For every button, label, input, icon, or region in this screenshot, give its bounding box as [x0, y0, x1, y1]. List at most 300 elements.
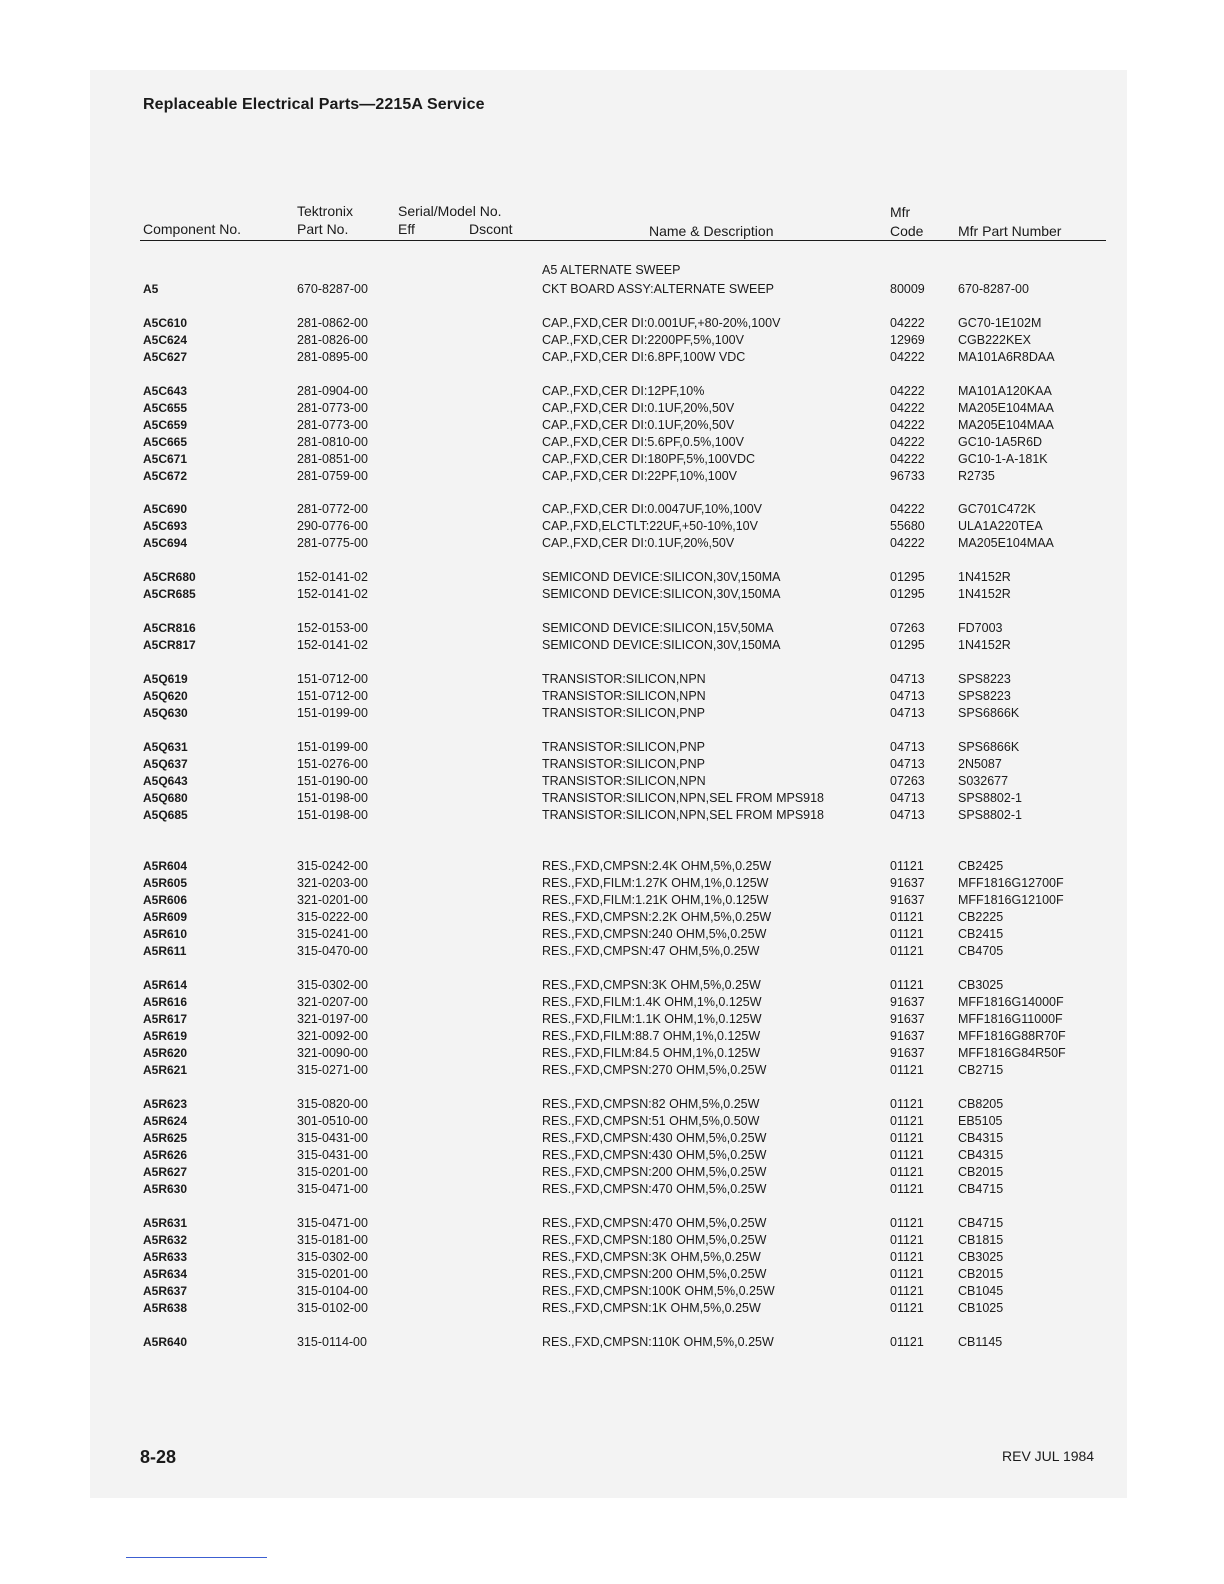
table-row	[0, 434, 1224, 451]
mfr-part-number-cell: CB4715	[958, 1216, 1004, 1230]
part-no-cell: 321-0203-00	[297, 876, 368, 890]
component-no-cell: A5C655	[143, 401, 188, 415]
part-no-cell: 315-0471-00	[297, 1182, 368, 1196]
mfr-code-cell: 04713	[890, 689, 925, 703]
mfr-code-cell: 04713	[890, 740, 925, 754]
part-no-cell: 281-0772-00	[297, 502, 368, 516]
component-no-cell: A5R616	[143, 995, 188, 1009]
component-no-cell: A5R634	[143, 1267, 188, 1281]
part-no-cell: 315-0242-00	[297, 859, 368, 873]
component-no-cell: A5R605	[143, 876, 188, 890]
mfr-code-cell: 01295	[890, 587, 925, 601]
part-no-cell: 152-0141-02	[297, 587, 368, 601]
mfr-part-number-cell: CB2015	[958, 1165, 1004, 1179]
mfr-code-cell: 01295	[890, 570, 925, 584]
table-row	[0, 926, 1224, 943]
mfr-part-number-cell: SPS6866K	[958, 740, 1020, 754]
mfr-part-number-cell: SPS6866K	[958, 706, 1020, 720]
table-row	[0, 807, 1224, 824]
description-cell: CKT BOARD ASSY:ALTERNATE SWEEP	[542, 282, 775, 296]
mfr-part-number-cell: CB1025	[958, 1301, 1004, 1315]
mfr-code-cell: 04713	[890, 706, 925, 720]
table-row	[0, 790, 1224, 807]
table-row	[0, 671, 1224, 688]
component-no-cell: A5R617	[143, 1012, 188, 1026]
component-no-cell: A5R606	[143, 893, 188, 907]
table-row	[0, 1164, 1224, 1181]
mfr-code-cell: 01295	[890, 638, 925, 652]
table-row	[0, 1334, 1224, 1351]
description-cell: TRANSISTOR:SILICON,PNP	[542, 757, 705, 771]
mfr-part-number-cell: MFF1816G14000F	[958, 995, 1064, 1009]
mfr-code-cell: 01121	[890, 1148, 924, 1162]
description-cell: RES.,FXD,CMPSN:100K OHM,5%,0.25W	[542, 1284, 775, 1298]
description-cell: CAP.,FXD,CER DI:5.6PF,0.5%,100V	[542, 435, 744, 449]
component-no-cell: A5Q619	[143, 672, 188, 686]
part-no-cell: 281-0773-00	[297, 401, 368, 415]
component-no-cell: A5R611	[143, 944, 187, 958]
mfr-code-cell: 01121	[890, 1114, 924, 1128]
mfr-part-number-cell: 2N5087	[958, 757, 1002, 771]
component-no-cell: A5Q685	[143, 808, 188, 822]
mfr-code-cell: 04222	[890, 418, 925, 432]
part-no-cell: 315-0241-00	[297, 927, 368, 941]
description-cell: CAP.,FXD,CER DI:0.1UF,20%,50V	[542, 418, 735, 432]
description-cell: RES.,FXD,FILM:1.21K OHM,1%,0.125W	[542, 893, 769, 907]
mfr-code-cell: 91637	[890, 1012, 925, 1026]
part-no-cell: 315-0102-00	[297, 1301, 368, 1315]
mfr-code-cell: 01121	[890, 1216, 924, 1230]
mfr-code-cell: 01121	[890, 1284, 924, 1298]
header-dscont: Dscont	[469, 221, 513, 237]
description-cell: TRANSISTOR:SILICON,PNP	[542, 706, 705, 720]
component-no-cell: A5C659	[143, 418, 188, 432]
table-row	[0, 349, 1224, 366]
part-no-cell: 151-0190-00	[297, 774, 368, 788]
header-tektronix: Tektronix	[297, 203, 354, 219]
table-row	[0, 858, 1224, 875]
component-no-cell: A5Q637	[143, 757, 188, 771]
header-component-no: Component No.	[143, 221, 242, 237]
table-row	[0, 705, 1224, 722]
description-cell: RES.,FXD,CMPSN:430 OHM,5%,0.25W	[542, 1148, 767, 1162]
part-no-cell: 315-0222-00	[297, 910, 368, 924]
component-no-cell: A5R609	[143, 910, 188, 924]
mfr-part-number-cell: MFF1816G84R50F	[958, 1046, 1066, 1060]
component-no-cell: A5R627	[143, 1165, 188, 1179]
description-cell: RES.,FXD,CMPSN:51 OHM,5%,0.50W	[542, 1114, 760, 1128]
component-no-cell: A5C627	[143, 350, 188, 364]
mfr-code-cell: 12969	[890, 333, 925, 347]
component-no-cell: A5C694	[143, 536, 188, 550]
description-cell: TRANSISTOR:SILICON,NPN,SEL FROM MPS918	[542, 808, 825, 822]
description-cell: RES.,FXD,CMPSN:2.4K OHM,5%,0.25W	[542, 859, 772, 873]
component-no-cell: A5C643	[143, 384, 188, 398]
description-cell: TRANSISTOR:SILICON,NPN	[542, 672, 706, 686]
mfr-code-cell: 01121	[890, 1063, 924, 1077]
description-cell: CAP.,FXD,CER DI:2200PF,5%,100V	[542, 333, 744, 347]
description-cell: RES.,FXD,CMPSN:430 OHM,5%,0.25W	[542, 1131, 767, 1145]
table-row	[0, 1181, 1224, 1198]
mfr-part-number-cell: 1N4152R	[958, 638, 1011, 652]
part-no-cell: 315-0114-00	[297, 1335, 367, 1349]
description-cell: TRANSISTOR:SILICON,PNP	[542, 740, 705, 754]
table-row	[0, 1130, 1224, 1147]
component-no-cell: A5C624	[143, 333, 188, 347]
part-no-cell: 151-0712-00	[297, 689, 368, 703]
table-row	[0, 943, 1224, 960]
mfr-code-cell: 01121	[890, 927, 924, 941]
part-no-cell: 151-0276-00	[297, 757, 368, 771]
part-no-cell: 281-0904-00	[297, 384, 368, 398]
component-no-cell: A5R633	[143, 1250, 188, 1264]
mfr-code-cell: 04222	[890, 502, 925, 516]
footer-link-underline	[126, 1557, 267, 1558]
description-cell: RES.,FXD,CMPSN:270 OHM,5%,0.25W	[542, 1063, 767, 1077]
mfr-code-cell: 01121	[890, 1182, 924, 1196]
part-no-cell: 315-0431-00	[297, 1148, 368, 1162]
mfr-part-number-cell: EB5105	[958, 1114, 1003, 1128]
part-no-cell: 281-0851-00	[297, 452, 368, 466]
description-cell: RES.,FXD,CMPSN:200 OHM,5%,0.25W	[542, 1267, 767, 1281]
mfr-code-cell: 04713	[890, 757, 925, 771]
part-no-cell: 321-0201-00	[297, 893, 368, 907]
description-cell: RES.,FXD,CMPSN:180 OHM,5%,0.25W	[542, 1233, 767, 1247]
component-no-cell: A5R614	[143, 978, 188, 992]
component-no-cell: A5C665	[143, 435, 188, 449]
part-no-cell: 281-0773-00	[297, 418, 368, 432]
description-cell: CAP.,FXD,CER DI:22PF,10%,100V	[542, 469, 737, 483]
part-no-cell: 315-0820-00	[297, 1097, 368, 1111]
part-no-cell: 315-0431-00	[297, 1131, 368, 1145]
mfr-code-cell: 01121	[890, 859, 924, 873]
revision-date: REV JUL 1984	[1002, 1448, 1095, 1464]
mfr-part-number-cell: 1N4152R	[958, 570, 1011, 584]
description-cell: CAP.,FXD,CER DI:12PF,10%	[542, 384, 705, 398]
mfr-part-number-cell: SPS8223	[958, 672, 1011, 686]
table-row	[0, 1096, 1224, 1113]
mfr-code-cell: 04222	[890, 316, 925, 330]
mfr-code-cell: 96733	[890, 469, 925, 483]
table-row	[0, 417, 1224, 434]
mfr-part-number-cell: CB2415	[958, 927, 1004, 941]
mfr-part-number-cell: R2735	[958, 469, 995, 483]
description-cell: TRANSISTOR:SILICON,NPN	[542, 774, 706, 788]
mfr-part-number-cell: MFF1816G11000F	[958, 1012, 1063, 1026]
mfr-part-number-cell: CB4715	[958, 1182, 1004, 1196]
description-cell: RES.,FXD,FILM:84.5 OHM,1%,0.125W	[542, 1046, 761, 1060]
part-no-cell: 315-0271-00	[297, 1063, 368, 1077]
mfr-part-number-cell: SPS8223	[958, 689, 1011, 703]
mfr-part-number-cell: MA101A6R8DAA	[958, 350, 1055, 364]
description-cell: TRANSISTOR:SILICON,NPN	[542, 689, 706, 703]
table-row	[0, 1266, 1224, 1283]
table-row	[0, 620, 1224, 637]
mfr-part-number-cell: CGB222KEX	[958, 333, 1031, 347]
table-row	[0, 586, 1224, 603]
mfr-code-cell: 91637	[890, 1046, 925, 1060]
description-cell: CAP.,FXD,CER DI:0.1UF,20%,50V	[542, 536, 735, 550]
mfr-code-cell: 91637	[890, 893, 925, 907]
header-name-description: Name & Description	[649, 223, 774, 239]
mfr-code-cell: 04713	[890, 672, 925, 686]
component-no-cell: A5R637	[143, 1284, 188, 1298]
mfr-code-cell: 91637	[890, 995, 925, 1009]
part-no-cell: 315-0201-00	[297, 1267, 368, 1281]
mfr-code-cell: 07263	[890, 621, 925, 635]
description-cell: RES.,FXD,CMPSN:2.2K OHM,5%,0.25W	[542, 910, 772, 924]
mfr-part-number-cell: GC70-1E102M	[958, 316, 1042, 330]
component-no-cell: A5	[143, 282, 159, 296]
part-no-cell: 281-0895-00	[297, 350, 368, 364]
mfr-code-cell: 80009	[890, 282, 925, 296]
description-cell: SEMICOND DEVICE:SILICON,30V,150MA	[542, 638, 781, 652]
mfr-part-number-cell: MA205E104MAA	[958, 418, 1054, 432]
page-number: 8-28	[140, 1447, 177, 1467]
header-mfr: Mfr	[890, 204, 911, 220]
table-row	[0, 1300, 1224, 1317]
mfr-part-number-cell: MA205E104MAA	[958, 401, 1054, 415]
mfr-code-cell: 91637	[890, 876, 925, 890]
part-no-cell: 152-0153-00	[297, 621, 368, 635]
mfr-part-number-cell: 670-8287-00	[958, 282, 1029, 296]
part-no-cell: 670-8287-00	[297, 282, 368, 296]
table-row	[0, 281, 1224, 298]
description-cell: RES.,FXD,CMPSN:47 OHM,5%,0.25W	[542, 944, 760, 958]
mfr-code-cell: 01121	[890, 1165, 924, 1179]
component-no-cell: A5R624	[143, 1114, 188, 1128]
mfr-code-cell: 01121	[890, 1267, 924, 1281]
description-cell: RES.,FXD,CMPSN:470 OHM,5%,0.25W	[542, 1216, 767, 1230]
part-no-cell: 315-0470-00	[297, 944, 368, 958]
mfr-code-cell: 04222	[890, 435, 925, 449]
component-no-cell: A5R623	[143, 1097, 188, 1111]
table-row	[0, 1215, 1224, 1232]
mfr-code-cell: 01121	[890, 910, 924, 924]
part-no-cell: 151-0712-00	[297, 672, 368, 686]
mfr-part-number-cell: ULA1A220TEA	[958, 519, 1043, 533]
mfr-code-cell: 04222	[890, 384, 925, 398]
description-cell: RES.,FXD,CMPSN:3K OHM,5%,0.25W	[542, 1250, 761, 1264]
mfr-code-cell: 01121	[890, 1233, 924, 1247]
table-row	[0, 1011, 1224, 1028]
description-cell: SEMICOND DEVICE:SILICON,30V,150MA	[542, 570, 781, 584]
description-cell: SEMICOND DEVICE:SILICON,30V,150MA	[542, 587, 781, 601]
component-no-cell: A5R619	[143, 1029, 188, 1043]
table-row	[0, 756, 1224, 773]
component-no-cell: A5Q630	[143, 706, 188, 720]
section-label: A5 ALTERNATE SWEEP	[542, 263, 681, 277]
part-no-cell: 315-0181-00	[297, 1233, 368, 1247]
mfr-code-cell: 07263	[890, 774, 925, 788]
component-no-cell: A5CR817	[143, 638, 196, 652]
mfr-code-cell: 04222	[890, 452, 925, 466]
mfr-code-cell: 01121	[890, 1335, 924, 1349]
mfr-part-number-cell: MFF1816G88R70F	[958, 1029, 1066, 1043]
mfr-part-number-cell: CB3025	[958, 1250, 1004, 1264]
component-no-cell: A5R640	[143, 1335, 188, 1349]
table-row	[0, 977, 1224, 994]
part-no-cell: 151-0198-00	[297, 791, 368, 805]
description-cell: RES.,FXD,FILM:1.4K OHM,1%,0.125W	[542, 995, 762, 1009]
description-cell: TRANSISTOR:SILICON,NPN,SEL FROM MPS918	[542, 791, 825, 805]
part-no-cell: 151-0199-00	[297, 706, 368, 720]
table-row	[0, 773, 1224, 790]
description-cell: RES.,FXD,CMPSN:200 OHM,5%,0.25W	[542, 1165, 767, 1179]
component-no-cell: A5R630	[143, 1182, 188, 1196]
description-cell: RES.,FXD,CMPSN:3K OHM,5%,0.25W	[542, 978, 761, 992]
mfr-part-number-cell: CB3025	[958, 978, 1004, 992]
mfr-part-number-cell: CB8205	[958, 1097, 1004, 1111]
component-no-cell: A5CR680	[143, 570, 196, 584]
description-cell: CAP.,FXD,ELCTLT:22UF,+50-10%,10V	[542, 519, 758, 533]
part-no-cell: 152-0141-02	[297, 570, 368, 584]
mfr-code-cell: 01121	[890, 1301, 924, 1315]
component-no-cell: A5Q631	[143, 740, 188, 754]
description-cell: RES.,FXD,CMPSN:1K OHM,5%,0.25W	[542, 1301, 761, 1315]
mfr-part-number-cell: GC10-1A5R6D	[958, 435, 1043, 449]
header-part-no: Part No.	[297, 221, 349, 237]
mfr-part-number-cell: MFF1816G12100F	[958, 893, 1064, 907]
table-row	[0, 994, 1224, 1011]
table-row	[0, 332, 1224, 349]
mfr-part-number-cell: FD7003	[958, 621, 1003, 635]
mfr-code-cell: 04222	[890, 401, 925, 415]
part-no-cell: 290-0776-00	[297, 519, 368, 533]
description-cell: CAP.,FXD,CER DI:6.8PF,100W VDC	[542, 350, 746, 364]
header-code: Code	[890, 223, 924, 239]
mfr-code-cell: 04713	[890, 808, 925, 822]
part-no-cell: 301-0510-00	[297, 1114, 368, 1128]
description-cell: CAP.,FXD,CER DI:0.001UF,+80-20%,100V	[542, 316, 781, 330]
mfr-part-number-cell: CB1145	[958, 1335, 1003, 1349]
part-no-cell: 315-0302-00	[297, 978, 368, 992]
mfr-part-number-cell: CB4705	[958, 944, 1004, 958]
table-row	[0, 739, 1224, 756]
mfr-code-cell: 01121	[890, 978, 924, 992]
table-row	[0, 875, 1224, 892]
component-no-cell: A5R604	[143, 859, 188, 873]
mfr-part-number-cell: 1N4152R	[958, 587, 1011, 601]
part-no-cell: 315-0302-00	[297, 1250, 368, 1264]
table-row	[0, 1249, 1224, 1266]
header-mfr-part-number: Mfr Part Number	[958, 223, 1062, 239]
mfr-part-number-cell: CB4315	[958, 1148, 1004, 1162]
part-no-cell: 152-0141-02	[297, 638, 368, 652]
mfr-part-number-cell: GC10-1-A-181K	[958, 452, 1048, 466]
description-cell: RES.,FXD,CMPSN:82 OHM,5%,0.25W	[542, 1097, 760, 1111]
table-row	[0, 892, 1224, 909]
mfr-code-cell: 01121	[890, 1131, 924, 1145]
part-no-cell: 151-0198-00	[297, 808, 368, 822]
component-no-cell: A5CR685	[143, 587, 196, 601]
table-row	[0, 383, 1224, 400]
header-serial-model: Serial/Model No.	[398, 203, 502, 219]
description-cell: SEMICOND DEVICE:SILICON,15V,50MA	[542, 621, 774, 635]
mfr-part-number-cell: CB2425	[958, 859, 1004, 873]
mfr-part-number-cell: CB1815	[958, 1233, 1004, 1247]
description-cell: RES.,FXD,CMPSN:240 OHM,5%,0.25W	[542, 927, 767, 941]
component-no-cell: A5R638	[143, 1301, 188, 1315]
description-cell: CAP.,FXD,CER DI:180PF,5%,100VDC	[542, 452, 756, 466]
mfr-code-cell: 91637	[890, 1029, 925, 1043]
mfr-part-number-cell: MA205E104MAA	[958, 536, 1054, 550]
component-no-cell: A5C693	[143, 519, 188, 533]
mfr-part-number-cell: CB1045	[958, 1284, 1004, 1298]
part-no-cell: 281-0759-00	[297, 469, 368, 483]
table-row	[0, 535, 1224, 552]
mfr-part-number-cell: SPS8802-1	[958, 791, 1022, 805]
description-cell: CAP.,FXD,CER DI:0.0047UF,10%,100V	[542, 502, 763, 516]
mfr-part-number-cell: CB2015	[958, 1267, 1004, 1281]
component-no-cell: A5R620	[143, 1046, 188, 1060]
table-row	[0, 1028, 1224, 1045]
table-row	[0, 400, 1224, 417]
part-no-cell: 315-0104-00	[297, 1284, 368, 1298]
part-no-cell: 315-0201-00	[297, 1165, 368, 1179]
table-row	[0, 501, 1224, 518]
table-row	[0, 315, 1224, 332]
mfr-code-cell: 55680	[890, 519, 925, 533]
mfr-part-number-cell: CB4315	[958, 1131, 1004, 1145]
mfr-code-cell: 04222	[890, 350, 925, 364]
table-row	[0, 1147, 1224, 1164]
header-eff: Eff	[398, 221, 415, 237]
component-no-cell: A5R621	[143, 1063, 188, 1077]
table-row	[0, 1045, 1224, 1062]
description-cell: CAP.,FXD,CER DI:0.1UF,20%,50V	[542, 401, 735, 415]
mfr-code-cell: 01121	[890, 1097, 924, 1111]
table-row	[0, 909, 1224, 926]
description-cell: RES.,FXD,CMPSN:470 OHM,5%,0.25W	[542, 1182, 767, 1196]
mfr-part-number-cell: GC701C472K	[958, 502, 1036, 516]
mfr-code-cell: 04713	[890, 791, 925, 805]
mfr-part-number-cell: MFF1816G12700F	[958, 876, 1064, 890]
part-no-cell: 281-0862-00	[297, 316, 368, 330]
description-cell: RES.,FXD,FILM:1.27K OHM,1%,0.125W	[542, 876, 769, 890]
mfr-code-cell: 01121	[890, 1250, 924, 1264]
part-no-cell: 281-0826-00	[297, 333, 368, 347]
component-no-cell: A5R625	[143, 1131, 188, 1145]
table-row	[0, 637, 1224, 654]
table-row	[0, 688, 1224, 705]
part-no-cell: 281-0810-00	[297, 435, 368, 449]
component-no-cell: A5C610	[143, 316, 188, 330]
mfr-part-number-cell: SPS8802-1	[958, 808, 1022, 822]
mfr-code-cell: 04222	[890, 536, 925, 550]
part-no-cell: 321-0092-00	[297, 1029, 368, 1043]
component-no-cell: A5C672	[143, 469, 188, 483]
component-no-cell: A5Q643	[143, 774, 188, 788]
part-no-cell: 151-0199-00	[297, 740, 368, 754]
component-no-cell: A5C690	[143, 502, 188, 516]
table-row	[0, 1232, 1224, 1249]
table-row	[0, 451, 1224, 468]
mfr-code-cell: 01121	[890, 944, 924, 958]
component-no-cell: A5R610	[143, 927, 188, 941]
component-no-cell: A5R626	[143, 1148, 188, 1162]
mfr-part-number-cell: S032677	[958, 774, 1009, 788]
part-no-cell: 315-0471-00	[297, 1216, 368, 1230]
table-row	[0, 1283, 1224, 1300]
mfr-part-number-cell: MA101A120KAA	[958, 384, 1052, 398]
table-row	[0, 518, 1224, 535]
mfr-part-number-cell: CB2715	[958, 1063, 1004, 1077]
table-row	[0, 468, 1224, 485]
table-row	[0, 569, 1224, 586]
description-cell: RES.,FXD,FILM:1.1K OHM,1%,0.125W	[542, 1012, 762, 1026]
part-no-cell: 321-0197-00	[297, 1012, 368, 1026]
